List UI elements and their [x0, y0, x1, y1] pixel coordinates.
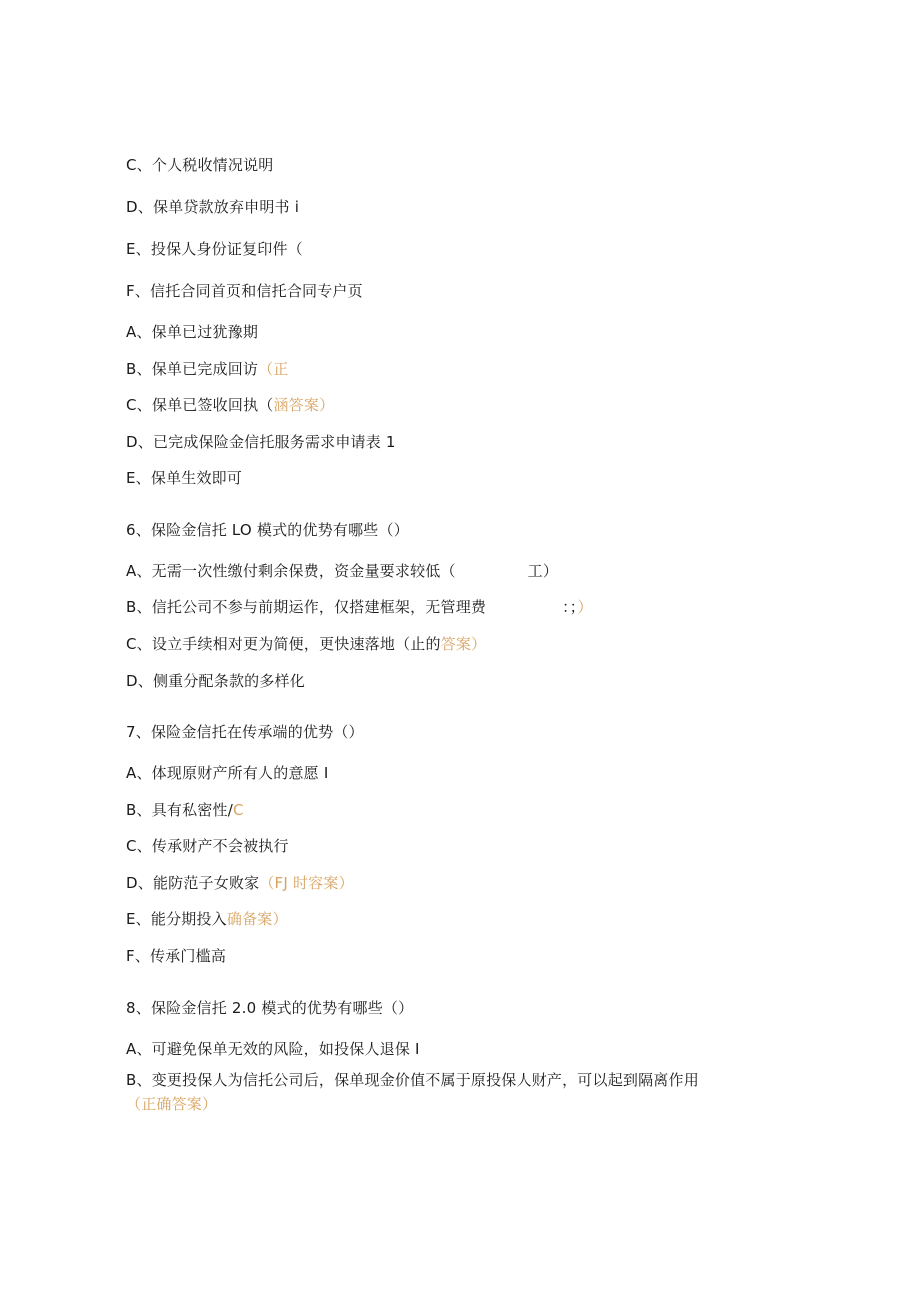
option-text: B、变更投保人为信托公司后，保单现金价值不属于原投保人财产，可以起到隔离作用	[126, 1071, 699, 1089]
option-c-tax-statement	[126, 155, 273, 175]
q7-option-f	[126, 946, 226, 966]
option-text: D、侧重分配条款的多样化	[126, 672, 305, 690]
q8-option-a	[126, 1039, 420, 1059]
q7-option-e	[126, 909, 288, 929]
q7-option-a	[126, 763, 328, 783]
answer-mark: （正	[258, 360, 289, 378]
option-d-loan-waiver	[126, 197, 299, 217]
q6-option-d	[126, 671, 305, 691]
q7-option-b	[126, 800, 244, 820]
option-text: E、投保人身份证复印件（	[126, 240, 303, 258]
question-8-title	[126, 998, 413, 1018]
option-c-receipt-signed	[126, 395, 334, 415]
answer-mark: （正确答案）	[126, 1095, 218, 1113]
q7-option-d	[126, 873, 354, 893]
question-6-title	[126, 520, 409, 540]
option-text: B、具有私密性/	[126, 801, 233, 819]
answer-mark: 确备案）	[226, 910, 288, 928]
answer-mark: C	[232, 801, 244, 819]
q6-option-c	[126, 634, 486, 654]
question-7-title	[126, 722, 364, 742]
option-tail: 工）	[527, 562, 559, 580]
option-text: B、保单已完成回访	[126, 360, 259, 378]
option-tail: ：；	[562, 598, 578, 616]
q7-option-c	[126, 836, 289, 856]
option-text: D、能防范子女败家	[126, 874, 260, 892]
option-text: F、传承门槛高	[126, 947, 227, 965]
option-text: C、个人税收情况说明	[126, 156, 274, 174]
option-text: E、能分期投入	[126, 910, 227, 928]
option-text: C、设立手续相对更为简便，更快速落地（止的	[126, 635, 441, 653]
q8-option-b-answer-mark	[126, 1094, 217, 1114]
option-f-trust-contract	[126, 281, 363, 301]
option-text: A、体现原财产所有人的意愿 I	[126, 764, 329, 782]
option-e-policy-effective	[126, 468, 242, 488]
option-text: C、保单已签收回执（	[126, 396, 274, 414]
option-text: B、信托公司不参与前期运作，仅搭建框架，无管理费	[126, 598, 487, 616]
option-d-application-form	[126, 432, 396, 452]
option-text: D、已完成保险金信托服务需求申请表 1	[126, 433, 396, 451]
answer-mark: 涵答案）	[273, 396, 335, 414]
answer-mark: （FJ 时容案）	[259, 874, 354, 892]
question-text: 8、保险金信托 2.0 模式的优势有哪些（）	[126, 999, 414, 1017]
option-text: C、传承财产不会被执行	[126, 837, 289, 855]
option-e-id-copy	[126, 239, 303, 259]
option-text: A、保单已过犹豫期	[126, 323, 259, 341]
option-a-cooling-off	[126, 322, 258, 342]
q6-option-b	[126, 597, 593, 617]
option-text: A、可避免保单无效的风险，如投保人退保 I	[126, 1040, 420, 1058]
question-text: 7、保险金信托在传承端的优势（）	[126, 723, 364, 741]
question-text: 6、保险金信托 LO 模式的优势有哪些（）	[126, 521, 409, 539]
option-text: D、保单贷款放弃申明书 i	[126, 198, 300, 216]
answer-mark: ）	[577, 598, 593, 616]
q6-option-a	[126, 561, 558, 581]
option-b-return-visit	[126, 359, 289, 379]
option-text: E、保单生效即可	[126, 469, 243, 487]
q8-option-b	[126, 1070, 699, 1090]
option-text: A、无需一次性缴付剩余保费，资金量要求较低（	[126, 562, 456, 580]
answer-mark: 答案）	[440, 635, 487, 653]
option-text: F、信托合同首页和信托合同专户页	[126, 282, 363, 300]
